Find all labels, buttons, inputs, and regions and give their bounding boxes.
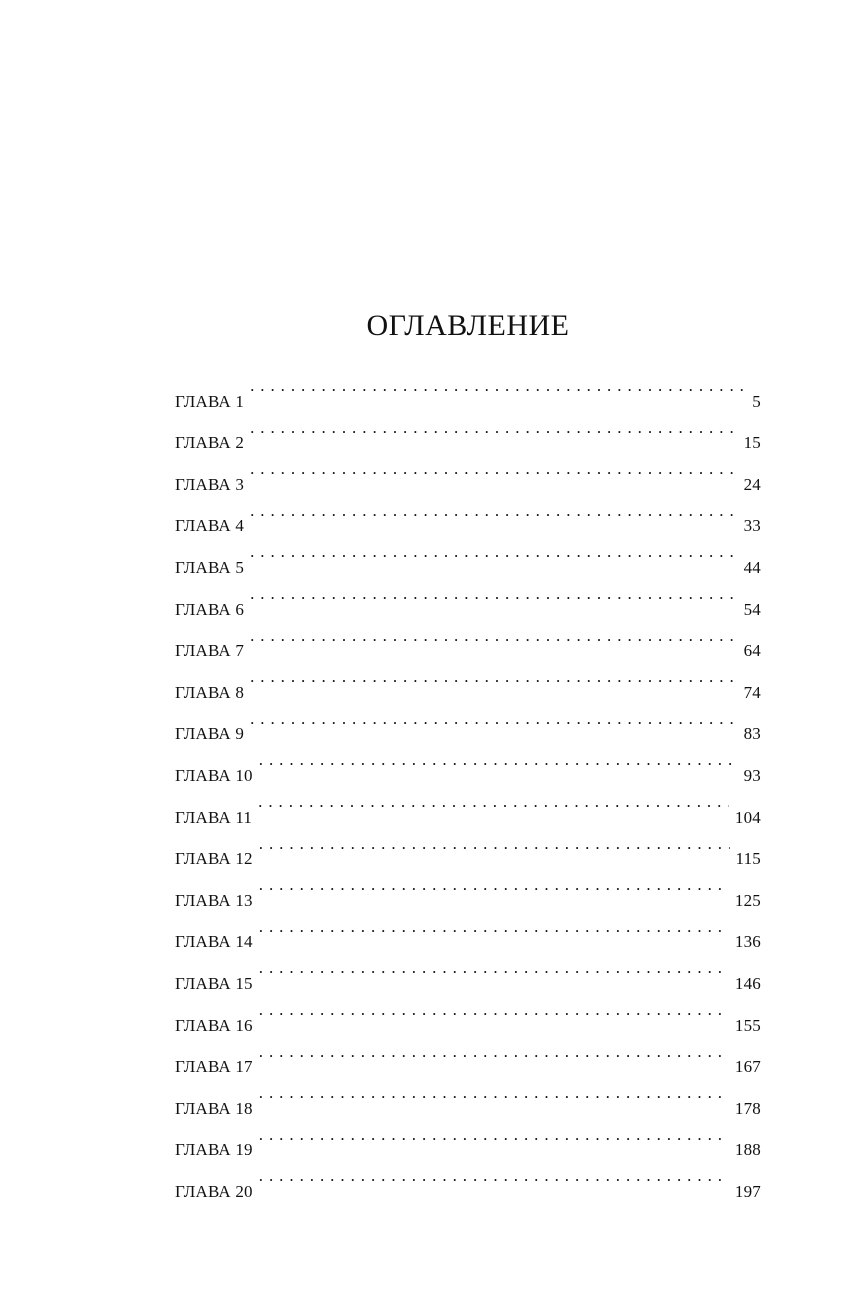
toc-entry-page: 5	[752, 391, 761, 411]
toc-title: ОГЛАВЛЕНИЕ	[366, 309, 570, 342]
toc-entry-page: 167	[734, 1057, 761, 1077]
toc-entry-label: ГЛАВА 10	[175, 765, 253, 785]
toc-entry[interactable]	[175, 1072, 761, 1118]
toc-dot-leader	[250, 490, 738, 532]
toc-entry-label: ГЛАВА 1	[175, 391, 245, 411]
toc-entry-label: ГЛАВА 20	[175, 1181, 253, 1201]
toc-dot-leader	[250, 698, 738, 740]
toc-entry-page: 83	[743, 724, 761, 744]
toc-entry-label: ГЛАВА 16	[175, 1015, 253, 1035]
toc-entry-label: ГЛАВА 2	[175, 433, 245, 453]
toc-entry-label: ГЛАВА 13	[175, 890, 253, 910]
toc-entry-label: ГЛАВА 5	[175, 557, 245, 577]
toc-entry-page: 178	[734, 1098, 761, 1118]
toc-dot-leader	[259, 1155, 729, 1197]
toc-entry-label: ГЛАВА 14	[175, 932, 253, 952]
toc-list	[175, 365, 761, 1201]
toc-entry[interactable]	[175, 698, 761, 744]
toc-entry-label: ГЛАВА 12	[175, 849, 253, 869]
toc-dot-leader	[259, 1114, 729, 1156]
toc-entry[interactable]	[175, 1031, 761, 1077]
toc-entry[interactable]	[175, 739, 761, 785]
toc-entry[interactable]	[175, 531, 761, 577]
toc-entry-page: 74	[743, 682, 761, 702]
toc-entry[interactable]	[175, 823, 761, 869]
toc-entry[interactable]	[175, 573, 761, 619]
toc-entry-label: ГЛАВА 17	[175, 1057, 253, 1077]
toc-entry-label: ГЛАВА 9	[175, 724, 245, 744]
toc-dot-leader	[250, 407, 738, 449]
toc-entry[interactable]	[175, 448, 761, 494]
toc-entry[interactable]	[175, 407, 761, 453]
toc-dot-leader	[250, 573, 738, 615]
toc-entry[interactable]	[175, 1155, 761, 1201]
toc-entry[interactable]	[175, 1114, 761, 1160]
toc-entry-page: 44	[743, 557, 761, 577]
toc-dot-leader	[259, 1031, 729, 1073]
toc-entry-page: 197	[734, 1181, 761, 1201]
toc-dot-leader	[250, 531, 738, 573]
toc-entry-label: ГЛАВА 7	[175, 641, 245, 661]
toc-entry-page: 146	[734, 973, 761, 993]
toc-entry-page: 136	[734, 932, 761, 952]
toc-entry-page: 115	[735, 849, 761, 869]
toc-dot-leader	[259, 906, 729, 948]
toc-dot-leader	[250, 448, 738, 490]
toc-dot-leader	[250, 365, 746, 407]
toc-entry[interactable]	[175, 989, 761, 1035]
toc-entry-label: ГЛАВА 3	[175, 474, 245, 494]
toc-entry-label: ГЛАВА 18	[175, 1098, 253, 1118]
toc-entry[interactable]	[175, 615, 761, 661]
toc-entry-page: 93	[743, 765, 761, 785]
toc-entry-label: ГЛАВА 15	[175, 973, 253, 993]
toc-entry-label: ГЛАВА 11	[175, 807, 253, 827]
toc-entry-label: ГЛАВА 6	[175, 599, 245, 619]
toc-dot-leader	[259, 739, 738, 781]
toc-entry-page: 33	[743, 516, 761, 536]
toc-entry-page: 24	[743, 474, 761, 494]
toc-dot-leader	[259, 947, 729, 989]
toc-entry-page: 54	[743, 599, 761, 619]
toc-dot-leader	[250, 615, 738, 657]
toc-entry-label: ГЛАВА 8	[175, 682, 245, 702]
toc-entry[interactable]	[175, 656, 761, 702]
toc-entry[interactable]	[175, 864, 761, 910]
toc-entry[interactable]	[175, 781, 761, 827]
toc-entry[interactable]	[175, 365, 761, 411]
toc-dot-leader	[259, 864, 729, 906]
toc-dot-leader	[250, 656, 738, 698]
toc-dot-leader	[259, 823, 730, 865]
toc-entry-page: 15	[743, 433, 761, 453]
toc-entry-page: 188	[734, 1140, 761, 1160]
toc-entry[interactable]	[175, 947, 761, 993]
toc-entry-page: 155	[734, 1015, 761, 1035]
toc-dot-leader	[258, 781, 729, 823]
toc-entry-label: ГЛАВА 19	[175, 1140, 253, 1160]
toc-entry[interactable]	[175, 490, 761, 536]
toc-entry-page: 64	[743, 641, 761, 661]
toc-dot-leader	[259, 1072, 729, 1114]
toc-entry-page: 125	[734, 890, 761, 910]
toc-entry-label: ГЛАВА 4	[175, 516, 245, 536]
toc-entry-page: 104	[734, 807, 761, 827]
toc-dot-leader	[259, 989, 729, 1031]
toc-entry[interactable]	[175, 906, 761, 952]
